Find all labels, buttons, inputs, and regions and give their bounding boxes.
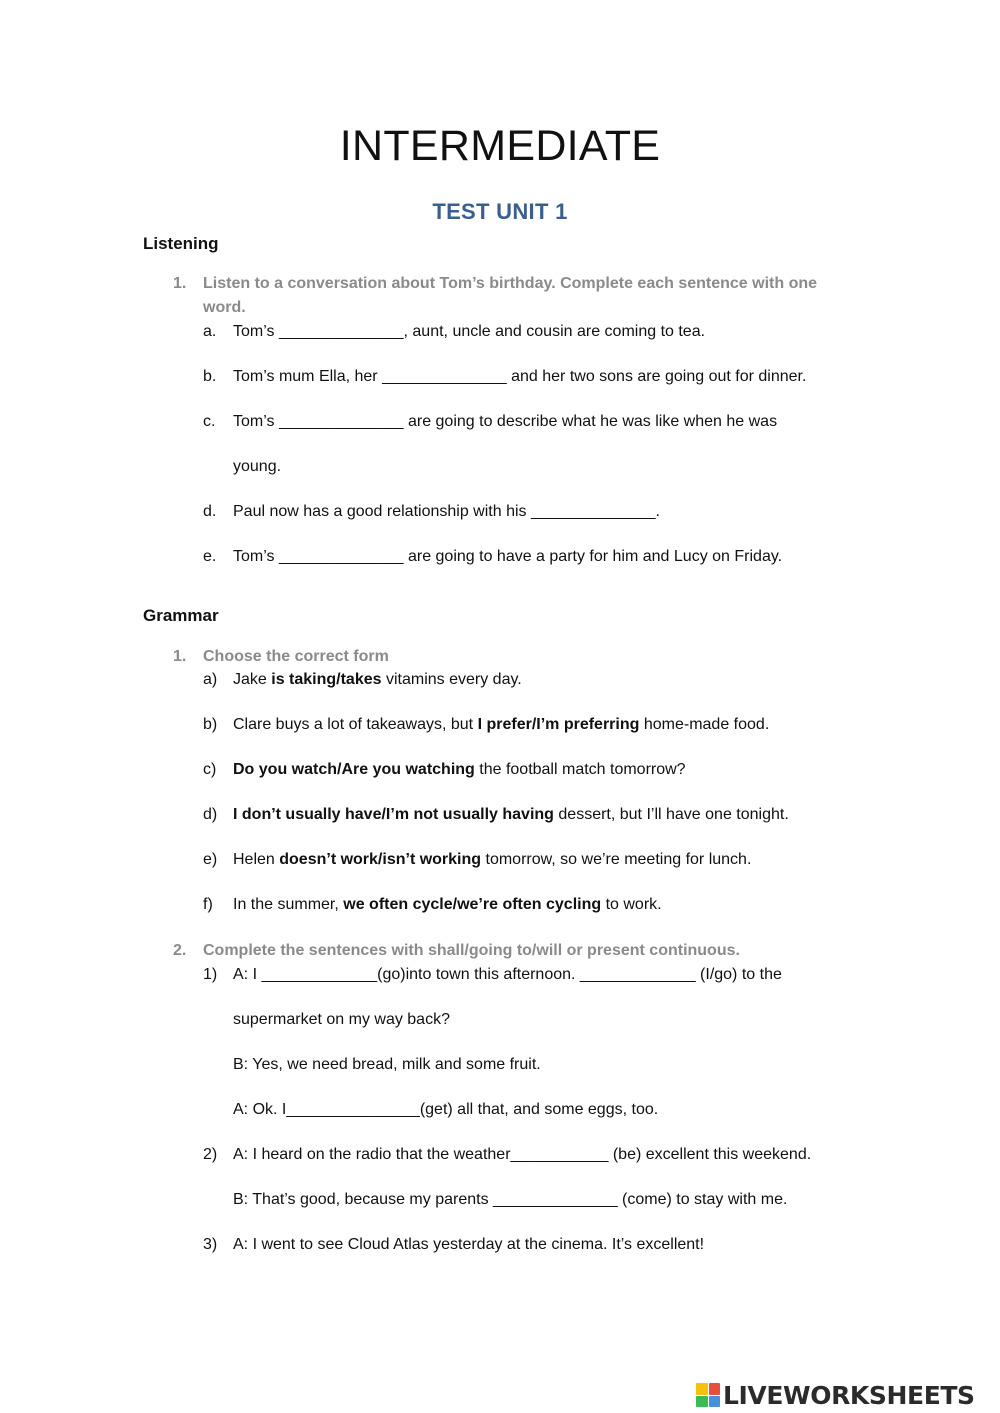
- instruction-text: Choose the correct form: [203, 648, 389, 665]
- item-marker: e): [203, 851, 218, 868]
- logo-square-icon: [709, 1396, 721, 1408]
- item-text: Tom’s ______________ are going to describe what he was like when he was: [233, 413, 778, 430]
- item-marker: b.: [203, 368, 217, 385]
- grammar-item-b: [203, 714, 769, 736]
- item-marker: 2): [203, 1146, 218, 1163]
- grammar-2-item-3: [203, 1234, 704, 1256]
- item-choice: I don’t usually have/I’m not usually having: [233, 806, 554, 823]
- logo-square-icon: [696, 1396, 708, 1408]
- item-marker: c): [203, 761, 217, 778]
- item-choice: Do you watch/Are you watching: [233, 761, 475, 778]
- item-marker: b): [203, 716, 218, 733]
- listening-item-c-continuation: young.: [233, 458, 282, 475]
- item-marker: 1): [203, 966, 218, 983]
- grammar-instruction-1: [173, 645, 843, 669]
- liveworksheets-logo-icon: [696, 1383, 720, 1407]
- item-choice: is taking/takes: [271, 671, 382, 688]
- logo-square-icon: [696, 1383, 708, 1395]
- grammar-instruction-2: [173, 939, 843, 963]
- item-marker: c.: [203, 413, 216, 430]
- grammar-2-item-1-line-4: A: Ok. I_______________(get) all that, and some eggs, too.: [233, 1101, 659, 1118]
- listening-instruction: [173, 272, 843, 320]
- item-marker: a): [203, 671, 218, 688]
- item-text-pre: In the summer,: [233, 896, 344, 913]
- instruction-text: Complete the sentences with shall/going to/will or present continuous.: [203, 942, 740, 959]
- item-text-post: home-made food.: [639, 716, 770, 733]
- page-subtitle: TEST UNIT 1: [432, 199, 568, 224]
- item-text-post: the football match tomorrow?: [474, 761, 686, 778]
- instruction-text: Listen to a conversation about Tom’s birthday. Complete each sentence with one word.: [203, 275, 818, 316]
- item-text-post: to work.: [601, 896, 662, 913]
- item-text-post: vitamins every day.: [381, 671, 522, 688]
- item-marker: d.: [203, 503, 217, 520]
- instruction-number: 1.: [173, 648, 187, 665]
- grammar-2-item-1-line-2: supermarket on my way back?: [233, 1011, 450, 1028]
- instruction-number: 2.: [173, 942, 187, 959]
- item-marker: d): [203, 806, 218, 823]
- listening-item-c: [203, 411, 777, 433]
- listening-item-d: [203, 501, 660, 523]
- item-choice: we often cycle/we’re often cycling: [343, 896, 602, 913]
- item-marker: e.: [203, 548, 217, 565]
- item-text: A: I heard on the radio that the weather___________ (be) excellent this weekend.: [233, 1146, 812, 1163]
- listening-item-a: [203, 321, 705, 343]
- grammar-item-f: [203, 894, 662, 916]
- item-text-pre: Clare buys a lot of takeaways, but: [233, 716, 478, 733]
- listening-heading: Listening: [143, 234, 219, 253]
- item-text: Tom’s mum Ella, her ______________ and her two sons are going out for dinner.: [233, 368, 807, 385]
- instruction-number: 1.: [173, 275, 187, 292]
- listening-item-b: [203, 366, 806, 388]
- grammar-2-item-1-line-3: B: Yes, we need bread, milk and some fruit.: [233, 1056, 541, 1073]
- grammar-item-c: [203, 759, 686, 781]
- item-text: A: I _____________(go)into town this afternoon. _____________ (I/go) to the: [233, 966, 782, 983]
- item-text: A: I went to see Cloud Atlas yesterday at the cinema. It’s excellent!: [233, 1236, 705, 1253]
- item-marker: 3): [203, 1236, 218, 1253]
- item-text: Tom’s ______________, aunt, uncle and cousin are coming to tea.: [233, 323, 706, 340]
- grammar-item-d: [203, 804, 789, 826]
- page-title: INTERMEDIATE: [339, 122, 661, 170]
- listening-item-e: [203, 546, 782, 568]
- grammar-2-item-2: [203, 1144, 811, 1166]
- item-choice: I prefer/I’m preferring: [477, 716, 640, 733]
- item-text: Tom’s ______________ are going to have a party for him and Lucy on Friday.: [233, 548, 783, 565]
- brand-name: LIVEWORKSHEETS: [723, 1380, 975, 1410]
- item-marker: f): [203, 896, 213, 913]
- item-text: Paul now has a good relationship with his ______________.: [233, 503, 660, 520]
- grammar-heading: Grammar: [143, 606, 219, 625]
- item-choice: doesn’t work/isn’t working: [279, 851, 482, 868]
- item-text-pre: Jake: [233, 671, 272, 688]
- item-marker: a.: [203, 323, 217, 340]
- logo-square-icon: [709, 1383, 721, 1395]
- item-text-pre: Helen: [233, 851, 280, 868]
- grammar-2-item-2-line-2: B: That’s good, because my parents ______________ (come) to stay with me.: [233, 1191, 788, 1208]
- item-text-post: tomorrow, so we’re meeting for lunch.: [481, 851, 752, 868]
- grammar-item-e: [203, 849, 751, 871]
- item-text-post: dessert, but I’ll have one tonight.: [553, 806, 789, 823]
- liveworksheets-brand[interactable]: [696, 1378, 975, 1412]
- grammar-2-item-1: [203, 964, 782, 986]
- grammar-item-a: [203, 669, 522, 691]
